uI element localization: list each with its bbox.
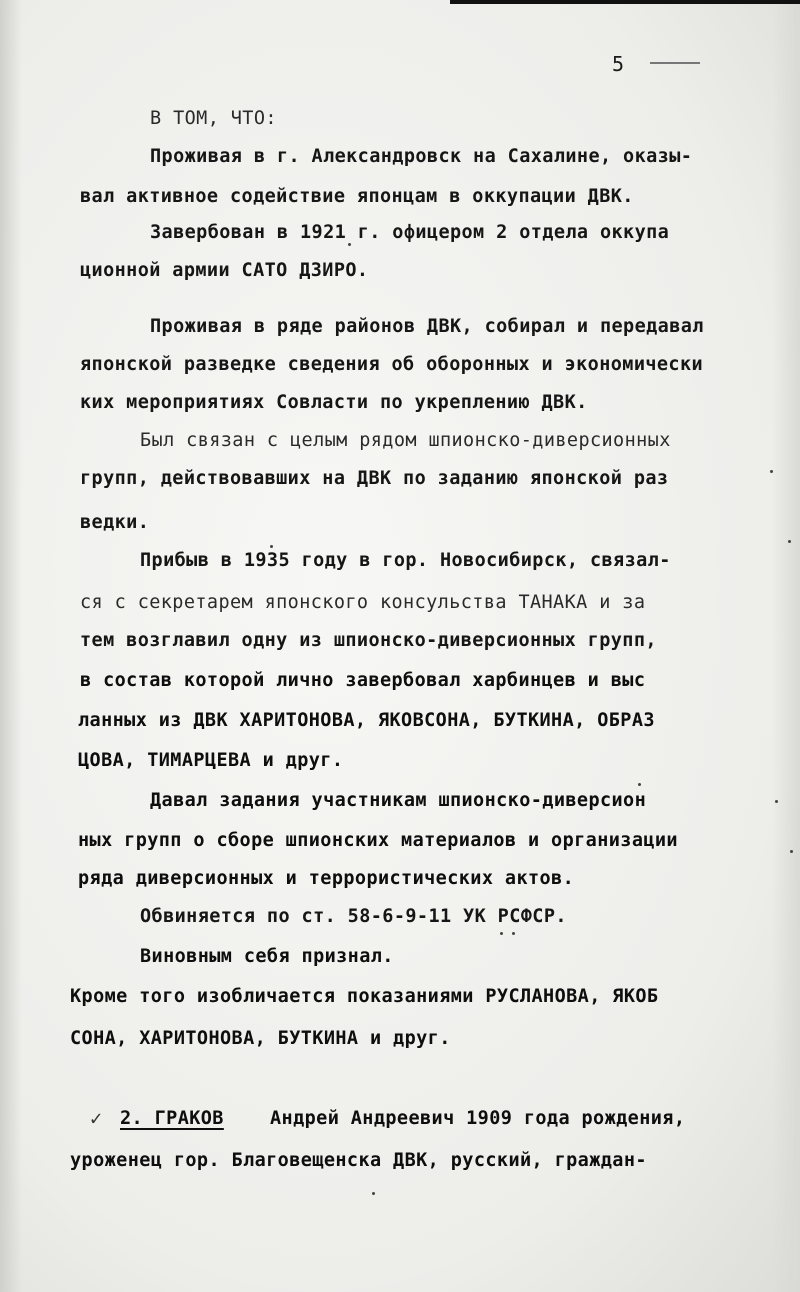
scan-top-border	[450, 0, 800, 4]
text-line-12: Прибыв в 1935 году в гор. Новосибирск, связал-	[140, 550, 671, 571]
text-line-27: уроженец гор. Благовещенска ДВК, русский, граждан-	[70, 1150, 647, 1171]
text-line-21: Обвиняется по ст. 58-6-9-11 УК РСФСР.	[140, 906, 567, 927]
text-line-1: В ТОМ, ЧТО:	[150, 108, 277, 129]
scan-edge-left	[0, 0, 22, 1292]
text-line-19: ных групп о сборе шпионских материалов и организации	[78, 830, 678, 851]
text-line-18: Давал задания участникам шпионско-диверсион	[150, 790, 647, 811]
text-line-20: ряда диверсионных и террористических актов.	[78, 868, 575, 889]
text-line-17: ЦОВА, ТИМАРЦЕВА и друг.	[78, 750, 344, 771]
text-line-9: Был связан с целым рядом шпионско-диверсионных	[140, 430, 671, 451]
page-number: 5	[612, 52, 626, 76]
text-line-26: Андрей Андреевич 1909 года рождения,	[270, 1108, 686, 1129]
text-line-3: вал активное содействие японцам в оккупации ДВК.	[80, 186, 634, 207]
text-line-2: Проживая в г. Александровск на Сахалине, оказы-	[150, 146, 693, 167]
text-line-23: Кроме того изобличается показаниями РУСЛАНОВА, ЯКОБ	[70, 986, 659, 1007]
text-line-22: Виновным себя признал.	[140, 946, 394, 967]
text-line-4: Завербован в 1921 г. офицером 2 отдела оккупа	[150, 222, 670, 243]
text-line-15: в состав которой лично завербовал харбинцев и выс	[80, 670, 646, 691]
text-line-16: ланных из ДВК ХАРИТОНОВА, ЯКОВСОНА, БУТКИНА, ОБРАЗ	[78, 710, 655, 731]
text-line-8: ких мероприятиях Совласти по укреплению ДВК.	[80, 392, 588, 413]
text-line-5: ционной армии САТО ДЗИРО.	[80, 260, 369, 281]
text-line-7: японской разведке сведения об оборонных и экономически	[80, 354, 704, 375]
page-number-dash	[650, 62, 700, 64]
scan-edge-right	[772, 0, 800, 1292]
defendant-number-name: 2. ГРАКОВ	[120, 1108, 224, 1129]
text-line-11: ведки.	[80, 512, 150, 533]
check-mark-icon: ✓	[90, 1106, 103, 1130]
text-line-24: СОНА, ХАРИТОНОВА, БУТКИНА и друг.	[70, 1028, 451, 1049]
text-line-6: Проживая в ряде районов ДВК, собирал и передавал	[150, 316, 704, 337]
text-line-13: ся с секретарем японского консульства ТАНАКА и за	[80, 592, 646, 613]
text-line-14: тем возглавил одну из шпионско-диверсионных групп,	[80, 630, 657, 651]
text-line-10: групп, действовавших на ДВК по заданию японской раз	[80, 468, 669, 489]
